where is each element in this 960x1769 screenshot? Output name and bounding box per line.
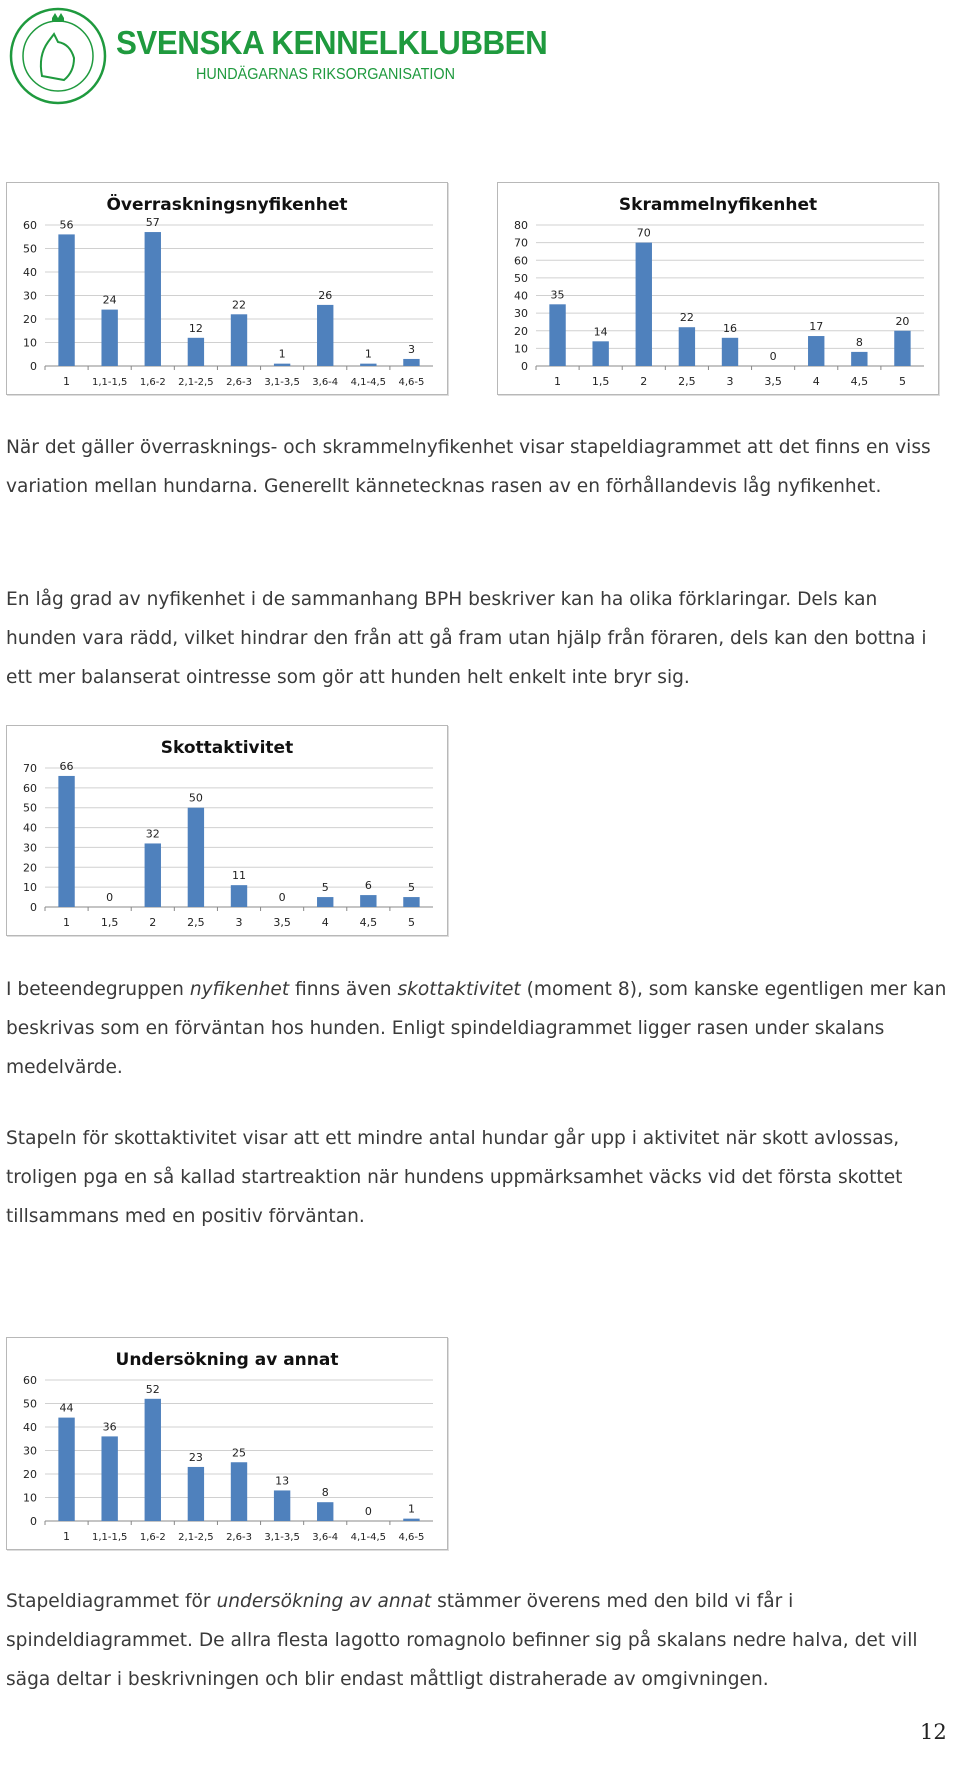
y-tick-label: 30 [514, 307, 528, 321]
y-tick-label: 80 [514, 219, 528, 232]
bar [592, 341, 608, 366]
x-tick-label: 3,5 [273, 916, 291, 929]
chart-title: Överraskningsnyfikenhet [106, 195, 348, 215]
data-label: 0 [769, 350, 777, 363]
bar [403, 897, 419, 907]
x-tick-label: 4 [321, 916, 329, 929]
bar [145, 1399, 161, 1521]
x-tick-label: 3,6-4 [312, 1532, 339, 1543]
x-tick-label: 3,1-3,5 [264, 377, 300, 388]
bar [145, 232, 161, 366]
y-tick-label: 20 [23, 313, 37, 326]
data-label: 1 [278, 347, 286, 361]
data-label: 8 [855, 335, 863, 349]
paragraph-4: Stapeln för skottaktivitet visar att ett mindre antal hundar går upp i aktivitet när skott avlossas, troligen pga en så kallad startreaktion när hundens uppmärksamhet väcks vid det första skottet tillsammans med en positiv förväntan. [6, 1128, 903, 1227]
x-tick-label: 4,5 [850, 375, 869, 388]
y-tick-label: 40 [23, 1421, 37, 1434]
bar [360, 895, 376, 907]
y-tick-label: 60 [23, 781, 37, 795]
x-tick-label: 1,5 [591, 375, 610, 388]
x-tick-label: 1,6-2 [139, 377, 166, 388]
bar [403, 1519, 419, 1521]
data-label: 35 [550, 288, 565, 302]
y-tick-label: 0 [521, 360, 528, 373]
data-label: 25 [232, 1446, 246, 1460]
bar [58, 234, 74, 366]
chart-svg [498, 183, 938, 396]
p3-text: finns även [289, 979, 398, 1000]
y-tick-label: 40 [23, 266, 37, 279]
x-tick-label: 2,1-2,5 [178, 1532, 214, 1543]
y-tick-label: 50 [23, 242, 37, 256]
x-tick-label: 1 [63, 916, 71, 929]
data-label: 3 [407, 342, 415, 356]
bar [58, 1418, 74, 1521]
x-tick-label: 3 [235, 916, 243, 929]
data-label: 1 [364, 347, 372, 361]
bar [679, 327, 695, 366]
page-number: 12 [920, 1720, 947, 1744]
p3-text: I beteendegruppen [6, 979, 190, 1000]
y-tick-label: 10 [23, 1491, 37, 1505]
bar [317, 305, 333, 366]
y-tick-label: 20 [514, 324, 528, 338]
y-tick-label: 30 [23, 1444, 37, 1458]
data-label: 52 [145, 1382, 160, 1396]
paragraph-1: När det gäller överrasknings- och skrammelnyfikenhet visar stapeldiagrammet att det finns en viss variation mellan hundarna. Generellt kännetecknas rasen av en förhållandevis låg nyfikenhet. [6, 437, 931, 497]
bar [145, 843, 161, 907]
x-tick-label: 1 [63, 375, 71, 388]
y-tick-label: 30 [23, 289, 37, 303]
p3-italic-nyfikenhet: nyfikenhet [189, 979, 290, 1000]
bar [722, 338, 738, 366]
x-tick-label: 1,1-1,5 [91, 377, 128, 388]
bar [317, 1502, 333, 1521]
data-label: 20 [895, 314, 910, 328]
bar [274, 364, 290, 366]
x-tick-label: 3,5 [764, 375, 782, 388]
data-label: 5 [321, 881, 329, 895]
data-label: 11 [232, 869, 246, 883]
bar [231, 885, 247, 907]
p5-italic-undersokning: undersökning av annat [216, 1591, 432, 1612]
bar [188, 338, 204, 366]
y-tick-label: 10 [23, 336, 37, 350]
x-tick-label: 1 [554, 375, 562, 388]
paragraph-5 [6, 1582, 951, 1699]
x-tick-label: 1,5 [100, 916, 119, 929]
data-label: 23 [188, 1450, 203, 1464]
data-label: 70 [636, 226, 651, 240]
chart-svg [7, 726, 447, 937]
bar [58, 776, 74, 907]
y-tick-label: 60 [23, 1374, 37, 1387]
x-tick-label: 3 [726, 375, 734, 388]
chart-svg [7, 183, 447, 396]
bar [360, 364, 376, 366]
data-label: 0 [364, 1505, 372, 1518]
bar [894, 331, 910, 366]
bar [808, 336, 824, 366]
y-tick-label: 60 [514, 254, 528, 268]
data-label: 44 [59, 1401, 74, 1415]
y-tick-label: 20 [23, 1468, 37, 1481]
x-tick-label: 1 [63, 1530, 71, 1543]
bar [851, 352, 867, 366]
y-tick-label: 50 [23, 801, 37, 815]
x-tick-label: 4,6-5 [398, 377, 425, 388]
chart-skrammelnyfikenhet [497, 182, 939, 395]
data-label: 22 [679, 311, 694, 325]
x-tick-label: 4,6-5 [398, 1532, 425, 1543]
chart-title: Undersökning av annat [115, 1350, 339, 1370]
y-tick-label: 70 [23, 762, 37, 775]
y-tick-label: 10 [514, 342, 528, 356]
p5-text: stämmer överens med den bild vi får i spindeldiagrammet. De allra flesta lagotto romagnolo befinner sig på skalans nedre halva, det vill säga deltar i beskrivningen och blir endast måttligt distraherade av omgivningen. [6, 1591, 918, 1690]
x-tick-label: 4 [812, 375, 820, 388]
bar [636, 243, 652, 366]
bar [101, 310, 117, 366]
data-label: 1 [407, 1502, 415, 1516]
data-label: 56 [59, 218, 74, 232]
p3-italic-skottaktivitet: skottaktivitet [397, 979, 521, 1000]
x-tick-label: 2,6-3 [226, 1532, 252, 1543]
x-tick-label: 2 [640, 375, 648, 388]
x-tick-label: 2,1-2,5 [178, 377, 214, 388]
data-label: 12 [188, 321, 203, 335]
x-tick-label: 1,1-1,5 [91, 1532, 128, 1543]
x-tick-label: 2 [149, 916, 157, 929]
chart-title: Skottaktivitet [160, 738, 294, 758]
y-tick-label: 20 [23, 861, 37, 875]
chart-skottaktivitet [6, 725, 448, 936]
data-label: 6 [364, 879, 372, 893]
chart-title: Skrammelnyfikenhet [618, 195, 818, 215]
bar [274, 1490, 290, 1521]
data-label: 50 [188, 791, 203, 805]
x-tick-label: 1,6-2 [139, 1532, 166, 1543]
data-label: 24 [102, 293, 117, 307]
y-tick-label: 40 [23, 821, 37, 835]
data-label: 22 [232, 298, 246, 312]
y-tick-label: 30 [23, 841, 37, 855]
bar [101, 1436, 117, 1521]
x-tick-label: 5 [407, 916, 415, 929]
brand-subtitle: HUNDÄGARNAS RIKSORGANISATION [196, 66, 455, 83]
data-label: 5 [407, 881, 415, 895]
x-tick-label: 5 [898, 375, 906, 388]
y-tick-label: 0 [30, 360, 37, 373]
data-label: 32 [145, 827, 160, 841]
bar [317, 897, 333, 907]
x-tick-label: 4,1-4,5 [350, 377, 387, 388]
paragraph-2: En låg grad av nyfikenhet i de sammanhang BPH beskriver kan ha olika förklaringar. Dels kan hunden vara rädd, vilket hindrar den från att gå fram utan hjälp från föraren, dels kan den bottna i ett mer balanserat ointresse som gör att hunden helt enkelt inte bryr sig. [6, 589, 927, 688]
data-label: 57 [145, 216, 160, 230]
bar [188, 808, 204, 907]
y-tick-label: 40 [514, 289, 528, 303]
data-label: 17 [809, 320, 824, 334]
p5-text: Stapeldiagrammet för [6, 1591, 217, 1612]
x-tick-label: 3,6-4 [312, 377, 339, 388]
data-label: 26 [318, 288, 333, 302]
y-tick-label: 0 [30, 1515, 37, 1528]
data-label: 0 [106, 891, 114, 904]
p3-text: (moment 8), som kanske egentligen mer kan beskrivas som en förväntan hos hunden. Enligt spindeldiagrammet ligger rasen under skalans medelvärde. [6, 979, 947, 1078]
data-label: 36 [102, 1420, 117, 1434]
bar [231, 1462, 247, 1521]
kennel-club-logo [8, 6, 108, 106]
x-tick-label: 4,5 [359, 916, 378, 929]
bar [549, 304, 565, 366]
data-label: 14 [593, 325, 608, 339]
brand-name: SVENSKA KENNELKLUBBEN [116, 24, 548, 61]
bar [231, 314, 247, 366]
data-label: 13 [275, 1474, 290, 1488]
x-tick-label: 3,1-3,5 [264, 1532, 300, 1543]
y-tick-label: 70 [514, 236, 528, 250]
y-tick-label: 60 [23, 219, 37, 232]
data-label: 0 [278, 891, 286, 904]
x-tick-label: 2,5 [187, 916, 205, 929]
chart-svg [7, 1338, 447, 1551]
y-tick-label: 50 [23, 1397, 37, 1411]
bar [188, 1467, 204, 1521]
y-tick-label: 10 [23, 881, 37, 895]
y-tick-label: 0 [30, 901, 37, 914]
data-label: 66 [59, 759, 74, 773]
y-tick-label: 50 [514, 271, 528, 285]
data-label: 16 [723, 321, 737, 335]
paragraph-3 [6, 970, 951, 1087]
x-tick-label: 2,6-3 [226, 377, 252, 388]
x-tick-label: 2,5 [678, 375, 696, 388]
bar [403, 359, 419, 366]
x-tick-label: 4,1-4,5 [350, 1532, 387, 1543]
chart-undersokning-av-annat [6, 1337, 448, 1550]
chart-overraskningsnyfikenhet [6, 182, 448, 395]
data-label: 8 [321, 1486, 329, 1500]
